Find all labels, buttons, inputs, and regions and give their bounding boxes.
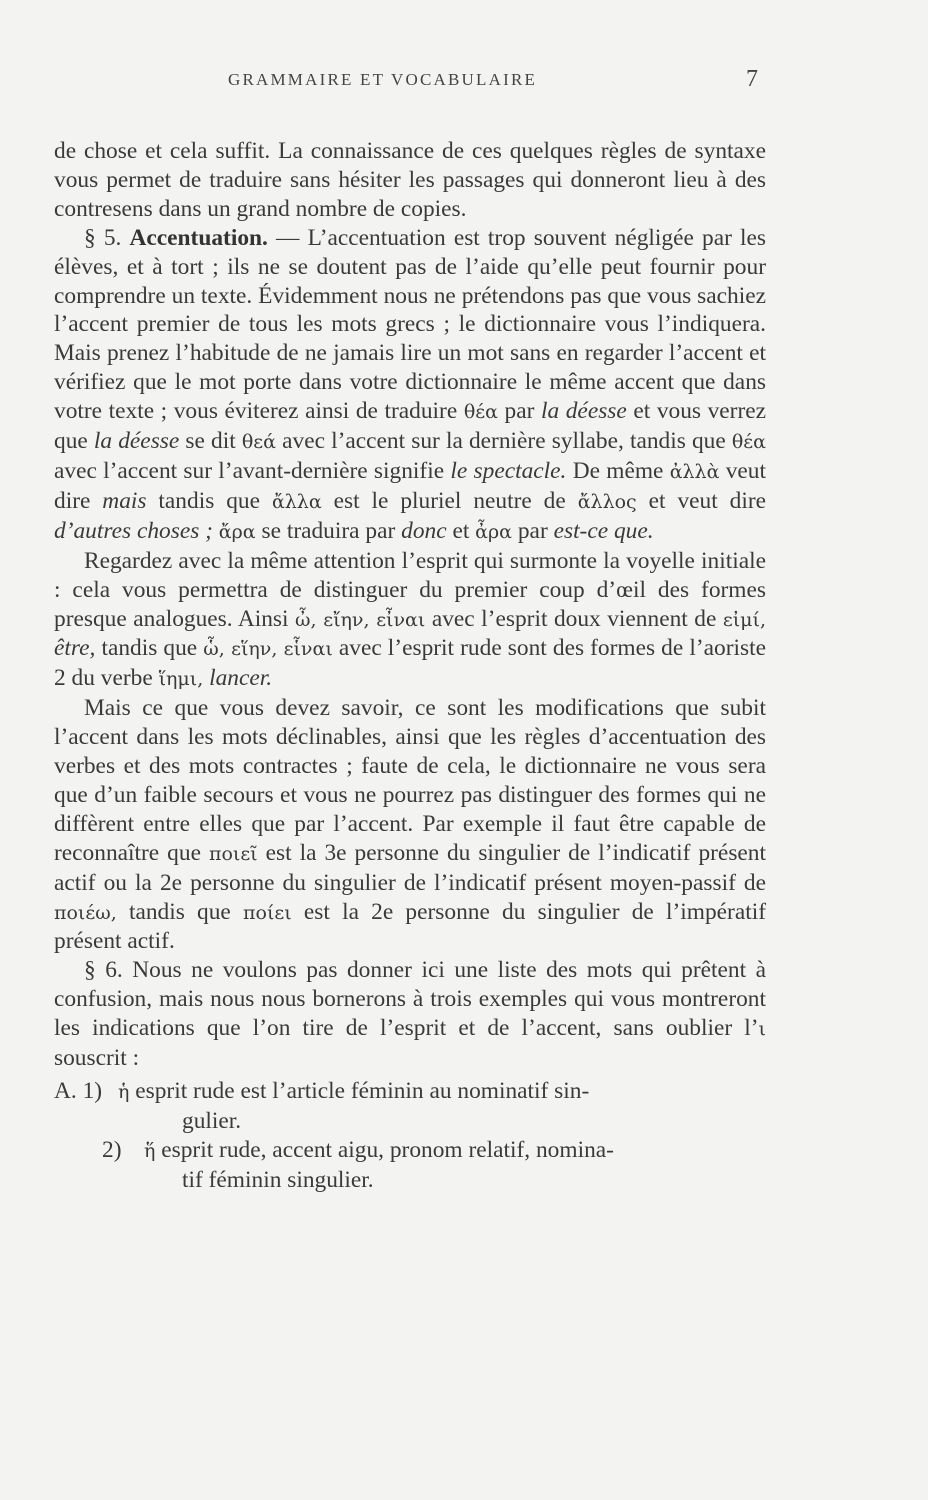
list-item: 2) ἥ esprit rude, accent aigu, pronom relatif, nomina- tif féminin singulier. bbox=[54, 1136, 766, 1195]
paragraph-5: § 6. Nous ne voulons pas donner ici une liste des mots qui prêtent à confusion, mais nous nous bornerons à trois exemples qui vous montreront les indications que l’on tire de l’esprit et de l’accent, sans oublier l’ι souscrit : bbox=[54, 957, 766, 1072]
paragraph-1: de chose et cela suffit. La connaissance de ces quelques règles de syntaxe vous permet de traduire sans hésiter les passages qui donneront lieu à des contresens dans un grand nombre de copies. bbox=[54, 138, 766, 222]
paragraph-2: § 5. Accentuation. — L’accentuation est trop souvent négligée par les élèves, et à tort ; ils ne se doutent pas de l’aide qu’elle peut fournir pour comprendre un texte. Évidemment nous ne prétendons pas que vous sachiez l’accent premier de tous les mots grecs ; le dictionnaire vous l’indiquera. Mais prenez l’habitude de ne jamais lire un mot sans en regarder l’accent et vérifiez que le mot porte dans votre dictionnaire le même accent que dans votre texte ; vous éviterez ainsi de traduire θέα par la déesse et vous verrez que la déesse se dit θεά avec l’accent sur la dernière syllabe, tandis que θέα avec l’accent sur l’avant-dernière signifie le spectacle. De même ἀλλὰ veut dire mais tandis que ἄλλα est le pluriel neutre de ἄλλος et veut dire d’autres choses ; ἄρα se traduira par donc et ἆρα par est-ce que. bbox=[54, 224, 767, 544]
page-number: 7 bbox=[746, 66, 758, 92]
paragraph-3: Regardez avec la même attention l’esprit qui surmonte la voyelle initiale : cela vous permettra de distinguer du premier coup d’œil des formes presque analogues. Ainsi ὦ, εἴην, εἶναι avec l’esprit doux viennent de εἰμί, être, tandis que ὧ, εἵην, εἷναι avec l’esprit rude sont des formes de l’aoriste 2 du verbe ἵημι, lancer. bbox=[54, 547, 766, 692]
page-header bbox=[0, 66, 928, 100]
running-title: GRAMMAIRE ET VOCABULAIRE bbox=[228, 70, 538, 89]
list-item-label: 2) bbox=[102, 1136, 122, 1163]
list-item: A. 1) ἡ esprit rude est l’article féminin au nominatif sin- gulier. bbox=[54, 1078, 590, 1134]
list-item-label: A. 1) bbox=[54, 1078, 103, 1104]
example-list bbox=[54, 1077, 766, 1195]
paragraph-4: Mais ce que vous devez savoir, ce sont les modifications que subit l’accent dans les mots déclinables, ainsi que les règles d’accentuation des verbes et des mots contractes ; faute de cela, le dictionnaire ne vous sera que d’un faible secours et vous ne pourrez pas distinguer des formes qui ne diffèrent entre elles que par l’accent. Par exemple il faut être capable de reconnaître que ποιεῖ est la 3e personne du singulier de l’indicatif présent actif ou la 2e personne du singulier de l’indicatif présent moyen-passif de ποιέω, tandis que ποίει est la 2e personne du singulier de l’impératif présent actif. bbox=[54, 695, 766, 955]
body-text bbox=[54, 137, 766, 1195]
section-heading: Accentuation. bbox=[129, 224, 268, 251]
